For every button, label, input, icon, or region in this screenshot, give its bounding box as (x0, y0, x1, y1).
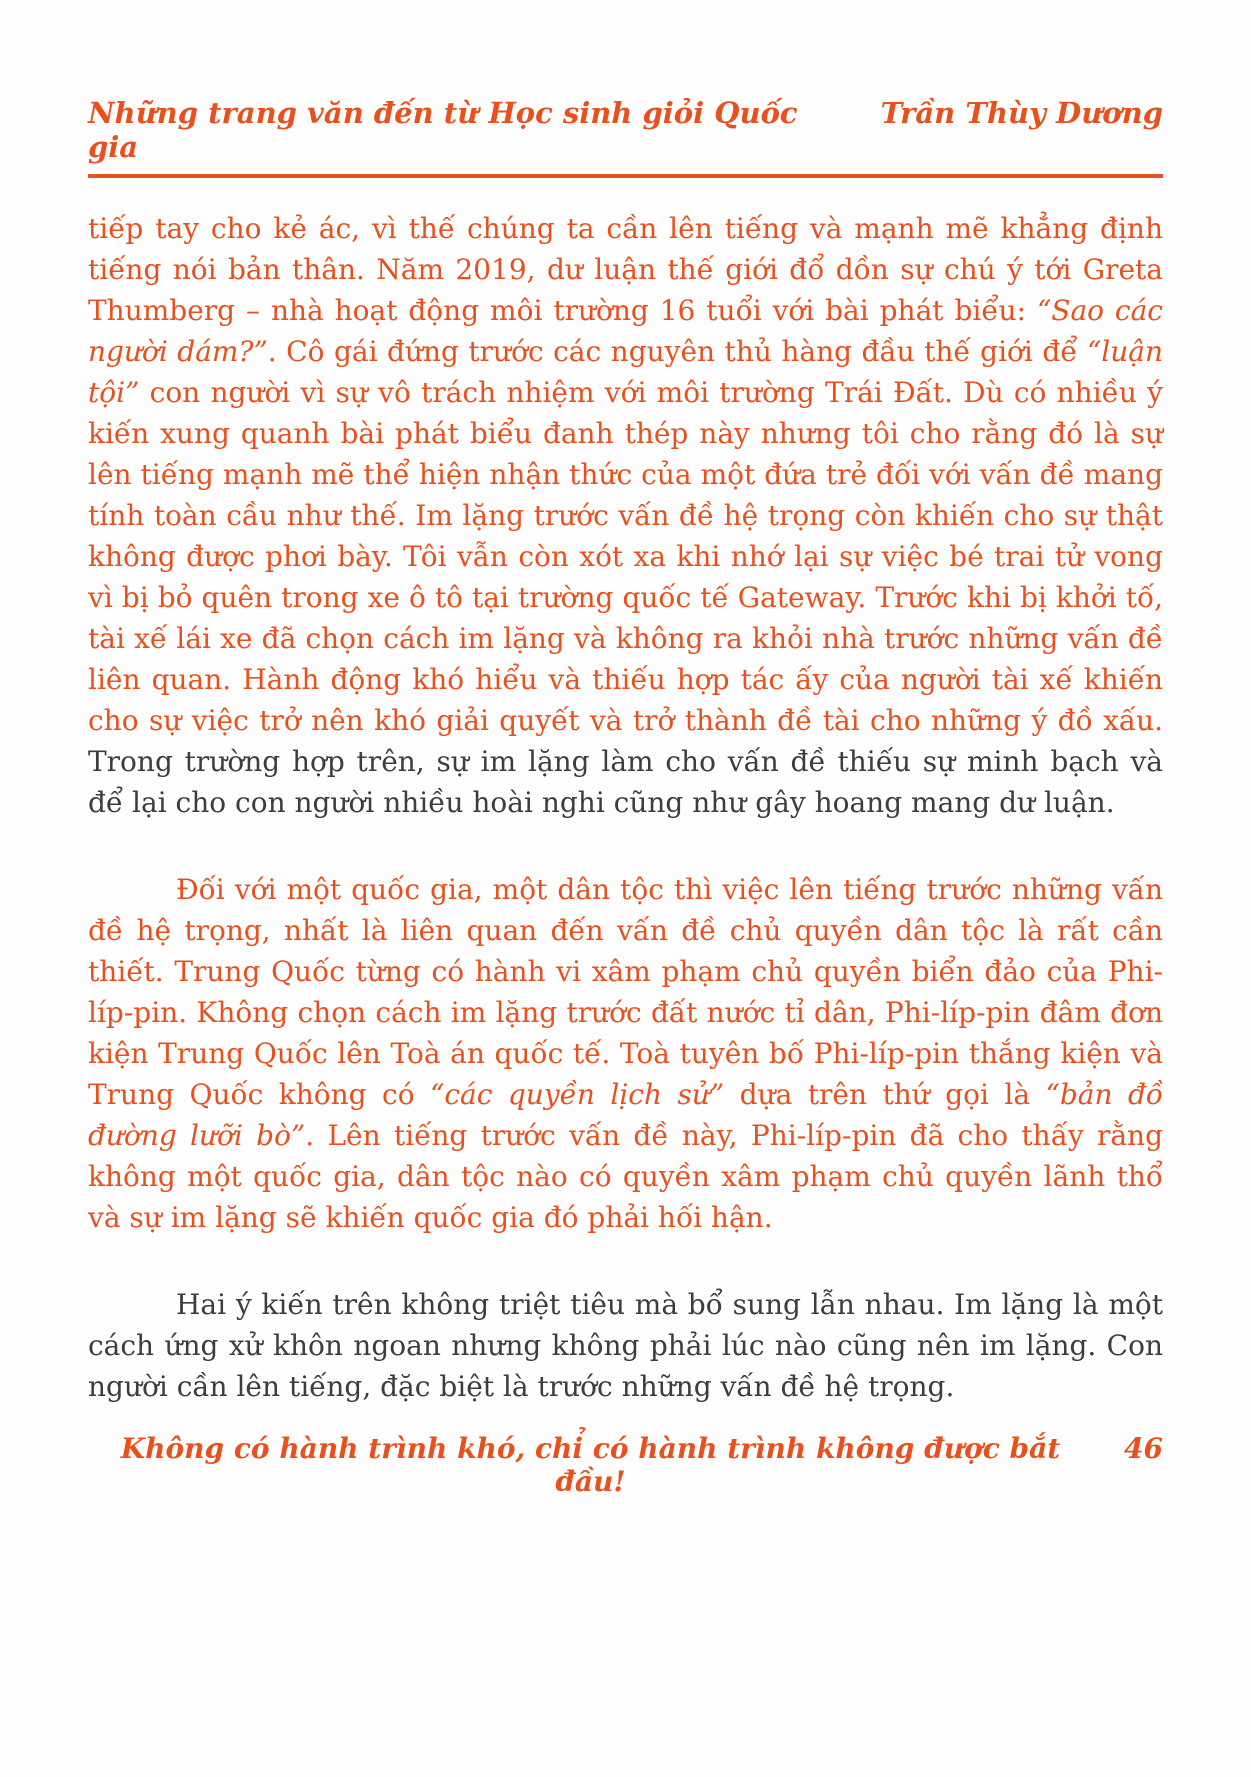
header-author-name: Trần Thùy Dương (880, 96, 1163, 130)
header-series-title: Những trang văn đến từ Học sinh giỏi Quốc gia (88, 96, 798, 164)
text-segment: . Cô gái đứng trước các nguyên thủ hàng đầu thế giới để (267, 335, 1087, 368)
page-number: 46 (1124, 1432, 1163, 1465)
text-segment: “các quyền lịch sử” (430, 1078, 725, 1111)
text-segment: con người vì sự vô trách nhiệm với môi trường Trái Đất. Dù có nhiều ý kiến xung quanh bài phát biểu đanh thép này nhưng tôi cho rằng đó là sự lên tiếng mạnh mẽ thể hiện nhận thức của một đứa trẻ đối với vấn đề mang tính toàn cầu như thế. Im lặng trước vấn đề hệ trọng còn khiến cho sự thật không được phơi bày. Tôi vẫn còn xót xa khi nhớ lại sự việc bé trai tử vong vì bị bỏ quên trong xe ô tô tại trường quốc tế Gateway. Trước khi bị khởi tố, tài xế lái xe đã chọn cách im lặng và không ra khỏi nhà trước những vấn đề liên quan. Hành động khó hiểu và thiếu hợp tác ấy của người tài xế khiến cho sự việc trở nên khó giải quyết và trở thành đề tài cho những ý đồ xấu. (88, 376, 1163, 737)
text-segment: dựa trên thứ gọi là (724, 1078, 1046, 1111)
page-body (88, 208, 1163, 1407)
text-segment: Trong trường hợp trên, sự im lặng làm cho vấn đề thiếu sự minh bạch và để lại cho con người nhiều hoài nghi cũng như gây hoang mang dư luận. (88, 745, 1163, 819)
paragraph (88, 208, 1163, 823)
page-footer (88, 1432, 1163, 1498)
text-segment: “bản đồ đường lưỡi bò” (88, 1078, 1164, 1152)
paragraph (88, 1284, 1163, 1407)
text-segment: “Sao các người dám?” (88, 294, 1163, 368)
footer-motto: Không có hành trình khó, chỉ có hành trình không được bắt đầu! (120, 1432, 1061, 1498)
text-segment: “luận tội” (88, 335, 1163, 409)
paragraph (88, 869, 1163, 1238)
text-segment: . Lên tiếng trước vấn đề này, Phi-líp-pin đã cho thấy rằng không một quốc gia, dân tộc nào có quyền xâm phạm chủ quyền lãnh thổ và sự im lặng sẽ khiến quốc gia đó phải hối hận. (88, 1119, 1163, 1234)
text-segment: tiếp tay cho kẻ ác, vì thế chúng ta cần lên tiếng và mạnh mẽ khẳng định tiếng nói bản thân. Năm 2019, dư luận thế giới đổ dồn sự chú ý tới Greta Thumberg – nhà hoạt động môi trường 16 tuổi với bài phát biểu: (88, 212, 1163, 327)
text-segment: Đối với một quốc gia, một dân tộc thì việc lên tiếng trước những vấn đề hệ trọng, nhất là liên quan đến vấn đề chủ quyền dân tộc là rất cần thiết. Trung Quốc từng có hành vi xâm phạm chủ quyền biển đảo của Phi-líp-pin. Không chọn cách im lặng trước đất nước tỉ dân, Phi-líp-pin đâm đơn kiện Trung Quốc lên Toà án quốc tế. Toà tuyên bố Phi-líp-pin thắng kiện và Trung Quốc không có (88, 873, 1163, 1111)
text-segment: Hai ý kiến trên không triệt tiêu mà bổ sung lẫn nhau. Im lặng là một cách ứng xử khôn ngoan nhưng không phải lúc nào cũng nên im lặng. Con người cần lên tiếng, đặc biệt là trước những vấn đề hệ trọng. (88, 1288, 1163, 1403)
page-header (88, 96, 1163, 178)
